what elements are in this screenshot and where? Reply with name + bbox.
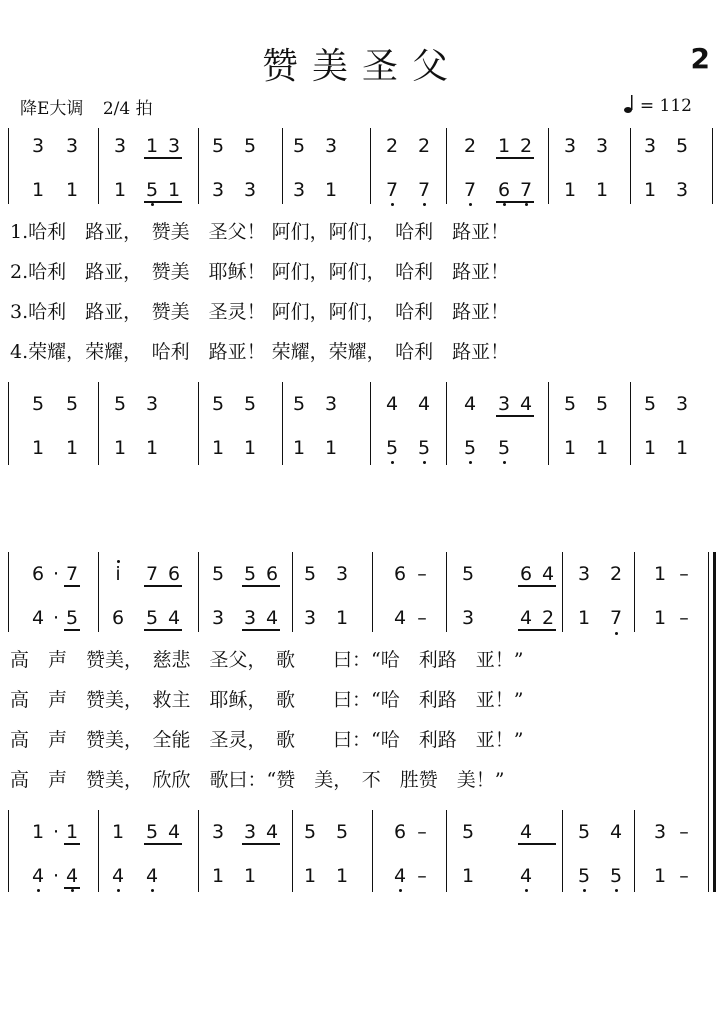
section1-row4-note: 1 (65, 437, 79, 459)
section2-row3-note: 4 (519, 821, 533, 843)
barline (98, 810, 99, 892)
octave-dot (525, 889, 528, 892)
section1-row4-note: 1 (31, 437, 45, 459)
octave-dot (151, 889, 154, 892)
section2-row2-note: · (52, 607, 60, 629)
section1-row1-note: 3 (324, 135, 338, 157)
section1-row4-note: 5 (385, 437, 399, 459)
section1-row1-note: 3 (113, 135, 127, 157)
section1-row4-note: 1 (324, 437, 338, 459)
section2-row2-note: 3 (211, 607, 225, 629)
section1-row4-note: 1 (595, 437, 609, 459)
eighth-beam (496, 201, 534, 203)
section1-row2-note: 1 (563, 179, 577, 201)
octave-dot (469, 203, 472, 206)
section1-lyric-line: 3.哈利 路亚， 赞美 圣灵！ 阿们，阿们， 哈利 路亚！ (10, 301, 510, 323)
section2-row3-note: 3 (211, 821, 225, 843)
octave-dot (615, 632, 618, 635)
section1-row3-note: 5 (292, 393, 306, 415)
barline (98, 382, 99, 465)
section1-row1-note: 2 (519, 135, 533, 157)
section2-row3-note: 5 (461, 821, 475, 843)
octave-dot (423, 203, 426, 206)
time-signature: 2/4 拍 (102, 99, 153, 119)
section2-row2-note: 4 (167, 607, 181, 629)
section2-row1-note: 6 (393, 563, 407, 585)
section2-lyric-line: 高 声 赞美， 欣欣 歌曰：“赞 美， 不 胜赞 美！” (10, 769, 505, 791)
eighth-beam (518, 629, 556, 631)
section2-row4-note: 1 (243, 865, 257, 887)
section2-lyric-line: 高 声 赞美， 慈悲 圣父， 歌 曰：“哈 利路 亚！” (10, 649, 524, 671)
section2-row3-note: 6 (393, 821, 407, 843)
octave-dot (469, 461, 472, 464)
page-number: 2 (690, 42, 710, 75)
section2-row2-note: 5 (65, 607, 79, 629)
section2-row1-note: · (52, 563, 60, 585)
section1-row3-note: 4 (385, 393, 399, 415)
section2-row2-note: 2 (541, 607, 555, 629)
section1-row1-note: 5 (211, 135, 225, 157)
section2-row2-note: 4 (265, 607, 279, 629)
section1-row1-note: 2 (417, 135, 431, 157)
eighth-beam (144, 843, 182, 845)
eighth-beam (144, 585, 182, 587)
section2-row3-note: 1 (31, 821, 45, 843)
barline (548, 128, 549, 204)
section2-row3-note: 4 (265, 821, 279, 843)
section2-row2-note: 4 (519, 607, 533, 629)
eighth-beam (64, 843, 80, 845)
section2-row2-note: 6 (111, 607, 125, 629)
eighth-beam (144, 629, 182, 631)
barline (292, 810, 293, 892)
octave-dot (151, 203, 154, 206)
section1-row2-note: 3 (675, 179, 689, 201)
octave-dot (391, 461, 394, 464)
section2-row4-note: 1 (211, 865, 225, 887)
section1-row2-note: 3 (243, 179, 257, 201)
barline-end (712, 128, 713, 204)
section2-row4-note: – (417, 865, 427, 887)
key-signature (20, 94, 153, 119)
section2-row4-note: 1 (303, 865, 317, 887)
section2-row4-note: 1 (653, 865, 667, 887)
key-label: 降E大调 (20, 99, 84, 119)
section2-row2-note: 3 (303, 607, 317, 629)
section2-row2-note: 4 (393, 607, 407, 629)
eighth-beam (242, 629, 280, 631)
section1-row4-note: 1 (292, 437, 306, 459)
barline (446, 810, 447, 892)
barline (548, 382, 549, 465)
barline (370, 382, 371, 465)
section2-row4-note: 4 (393, 865, 407, 887)
barline (292, 552, 293, 632)
section1-row1-note: 1 (145, 135, 159, 157)
section2-row3-note: 5 (577, 821, 591, 843)
barline (370, 128, 371, 204)
octave-dot (615, 889, 618, 892)
barline (8, 382, 9, 465)
section1-row3-note: 5 (31, 393, 45, 415)
section2-row2-note: – (679, 607, 689, 629)
octave-dot (399, 889, 402, 892)
section1-row2-note: 1 (643, 179, 657, 201)
barline (98, 128, 99, 204)
section2-row1-note: 6 (167, 563, 181, 585)
section2-row3-note: 4 (167, 821, 181, 843)
section2-row3-note: – (679, 821, 689, 843)
section1-lyric-line: 1.哈利 路亚， 赞美 圣父！ 阿们，阿们， 哈利 路亚！ (10, 221, 510, 243)
octave-dot (37, 889, 40, 892)
section2-row1-note: 5 (211, 563, 225, 585)
section2-row4-note: 1 (335, 865, 349, 887)
section1-row2-note: 1 (167, 179, 181, 201)
section1-row4-note: 1 (675, 437, 689, 459)
barline (446, 552, 447, 632)
eighth-beam (518, 585, 556, 587)
tempo-marking (624, 94, 692, 116)
section1-lyric-line: 4.荣耀，荣耀， 哈利 路亚！ 荣耀，荣耀， 哈利 路亚！ (10, 341, 510, 363)
octave-dot (525, 203, 528, 206)
section2-row1-note: 1 (653, 563, 667, 585)
barline (282, 128, 283, 204)
section2-row1-note: 3 (335, 563, 349, 585)
section2-row2-note: 7 (609, 607, 623, 629)
section2-row1-note: 6 (31, 563, 45, 585)
section1-row3-note: 5 (211, 393, 225, 415)
section1-row4-note: 1 (113, 437, 127, 459)
section1-row2-note: 1 (113, 179, 127, 201)
section1-row2-note: 1 (31, 179, 45, 201)
section1-row2-note: 7 (417, 179, 431, 201)
final-barline-thick (713, 552, 716, 892)
barline (562, 810, 563, 892)
section1-row3-note: 4 (519, 393, 533, 415)
section2-row4-note: – (679, 865, 689, 887)
song-title: 赞美圣父 (261, 46, 462, 87)
section1-row1-note: 3 (31, 135, 45, 157)
octave-dot (391, 203, 394, 206)
section2-row3-note: 1 (111, 821, 125, 843)
section2-row3-note: – (417, 821, 427, 843)
section1-row1-note: 3 (595, 135, 609, 157)
section1-row4-note: 1 (563, 437, 577, 459)
eighth-beam (144, 157, 182, 159)
section2-row2-note: 1 (577, 607, 591, 629)
section1-row2-note: 7 (463, 179, 477, 201)
barline (446, 128, 447, 204)
section1-row4-note: 1 (643, 437, 657, 459)
section1-row3-note: 5 (563, 393, 577, 415)
section2-row3-note: 5 (303, 821, 317, 843)
section2-row1-note: 5 (303, 563, 317, 585)
section2-row1-note: 3 (577, 563, 591, 585)
section2-row1-note: 2 (609, 563, 623, 585)
section1-row4-note: 5 (417, 437, 431, 459)
section2-row4-note: 4 (145, 865, 159, 887)
section1-row3-note: 3 (675, 393, 689, 415)
section2-row3-note: 1 (65, 821, 79, 843)
section2-row4-note: 4 (31, 865, 45, 887)
quarter-note-icon (624, 94, 634, 114)
barline (198, 552, 199, 632)
section1-row2-note: 3 (211, 179, 225, 201)
octave-dot-upper (117, 560, 120, 563)
section1-row1-note: 1 (497, 135, 511, 157)
octave-dot (583, 889, 586, 892)
tempo-value: = 112 (639, 96, 692, 116)
section2-row2-note: 1 (653, 607, 667, 629)
eighth-beam (496, 157, 534, 159)
barline (630, 382, 631, 465)
eighth-beam (518, 843, 556, 845)
final-barline (708, 552, 709, 892)
section2-row1-note: 6 (265, 563, 279, 585)
section2-row4-note: 4 (65, 865, 79, 887)
barline (372, 810, 373, 892)
section1-row2-note: 7 (385, 179, 399, 201)
section2-row4-note: · (52, 865, 60, 887)
barline (562, 552, 563, 632)
octave-dot (503, 461, 506, 464)
section2-row2-note: 3 (461, 607, 475, 629)
section1-row4-note: 1 (211, 437, 225, 459)
section2-lyric-line: 高 声 赞美， 全能 圣灵， 歌 曰：“哈 利路 亚！” (10, 729, 524, 751)
section2-row3-note: 3 (243, 821, 257, 843)
section1-lyric-line: 2.哈利 路亚， 赞美 耶稣！ 阿们，阿们， 哈利 路亚！ (10, 261, 510, 283)
section1-row1-note: 2 (385, 135, 399, 157)
section1-row2-note: 7 (519, 179, 533, 201)
section1-row2-note: 6 (497, 179, 511, 201)
section2-row4-note: 1 (461, 865, 475, 887)
barline (446, 382, 447, 465)
octave-dot (117, 889, 120, 892)
section1-row4-note: 5 (497, 437, 511, 459)
section2-row2-note: 4 (31, 607, 45, 629)
section2-row2-note: 1 (335, 607, 349, 629)
eighth-beam (242, 585, 280, 587)
section2-row1-note: – (679, 563, 689, 585)
section2-row2-note: 5 (145, 607, 159, 629)
section1-row3-note: 3 (145, 393, 159, 415)
section1-row1-note: 2 (463, 135, 477, 157)
section1-row4-note: 1 (243, 437, 257, 459)
section1-row2-note: 1 (324, 179, 338, 201)
barline (8, 810, 9, 892)
section2-row1-note: 4 (541, 563, 555, 585)
eighth-beam (64, 585, 80, 587)
barline (372, 552, 373, 632)
section1-row1-note: 3 (167, 135, 181, 157)
section2-row3-note: 5 (145, 821, 159, 843)
section2-lyric-line: 高 声 赞美， 救主 耶稣， 歌 曰：“哈 利路 亚！” (10, 689, 524, 711)
barline (198, 382, 199, 465)
section1-row3-note: 5 (113, 393, 127, 415)
section2-row3-note: 5 (335, 821, 349, 843)
barline (198, 128, 199, 204)
barline (282, 382, 283, 465)
octave-dot (71, 889, 74, 892)
section1-row3-note: 4 (417, 393, 431, 415)
section2-row1-note: 5 (243, 563, 257, 585)
section2-row2-note: – (417, 607, 427, 629)
section1-row1-note: 3 (65, 135, 79, 157)
barline (98, 552, 99, 632)
section2-row1-note: 7 (65, 563, 79, 585)
section1-row1-note: 3 (563, 135, 577, 157)
section2-row4-note: 4 (111, 865, 125, 887)
section1-row4-note: 5 (463, 437, 477, 459)
section1-row3-note: 5 (243, 393, 257, 415)
eighth-beam (144, 201, 182, 203)
eighth-beam (496, 415, 534, 417)
barline (634, 810, 635, 892)
section1-row1-note: 5 (243, 135, 257, 157)
section2-row1-note: 7 (145, 563, 159, 585)
eighth-beam (64, 629, 80, 631)
octave-dot (503, 203, 506, 206)
section1-row3-note: 4 (463, 393, 477, 415)
section1-row1-note: 5 (675, 135, 689, 157)
section1-row2-note: 3 (292, 179, 306, 201)
section1-row1-note: 3 (643, 135, 657, 157)
section1-row1-note: 5 (292, 135, 306, 157)
section2-row2-note: 3 (243, 607, 257, 629)
section2-row4-note: 5 (577, 865, 591, 887)
section2-row1-note: 6 (519, 563, 533, 585)
section1-row4-note: 1 (145, 437, 159, 459)
section1-row2-note: 1 (595, 179, 609, 201)
section1-row3-note: 5 (595, 393, 609, 415)
section2-row1-note: 5 (461, 563, 475, 585)
section2-row3-note: 3 (653, 821, 667, 843)
octave-dot (423, 461, 426, 464)
barline (8, 552, 9, 632)
eighth-beam (242, 843, 280, 845)
section1-row3-note: 5 (65, 393, 79, 415)
barline (198, 810, 199, 892)
section1-row3-note: 3 (324, 393, 338, 415)
section2-row4-note: 4 (519, 865, 533, 887)
section2-row4-note: 5 (609, 865, 623, 887)
section2-row1-note: i (115, 563, 121, 585)
section1-row3-note: 5 (643, 393, 657, 415)
section1-row3-note: 3 (497, 393, 511, 415)
section1-row2-note: 5 (145, 179, 159, 201)
section2-row3-note: · (52, 821, 60, 843)
barline (8, 128, 9, 204)
section2-row1-note: – (417, 563, 427, 585)
section1-row2-note: 1 (65, 179, 79, 201)
section2-row3-note: 4 (609, 821, 623, 843)
barline (634, 552, 635, 632)
barline (630, 128, 631, 204)
